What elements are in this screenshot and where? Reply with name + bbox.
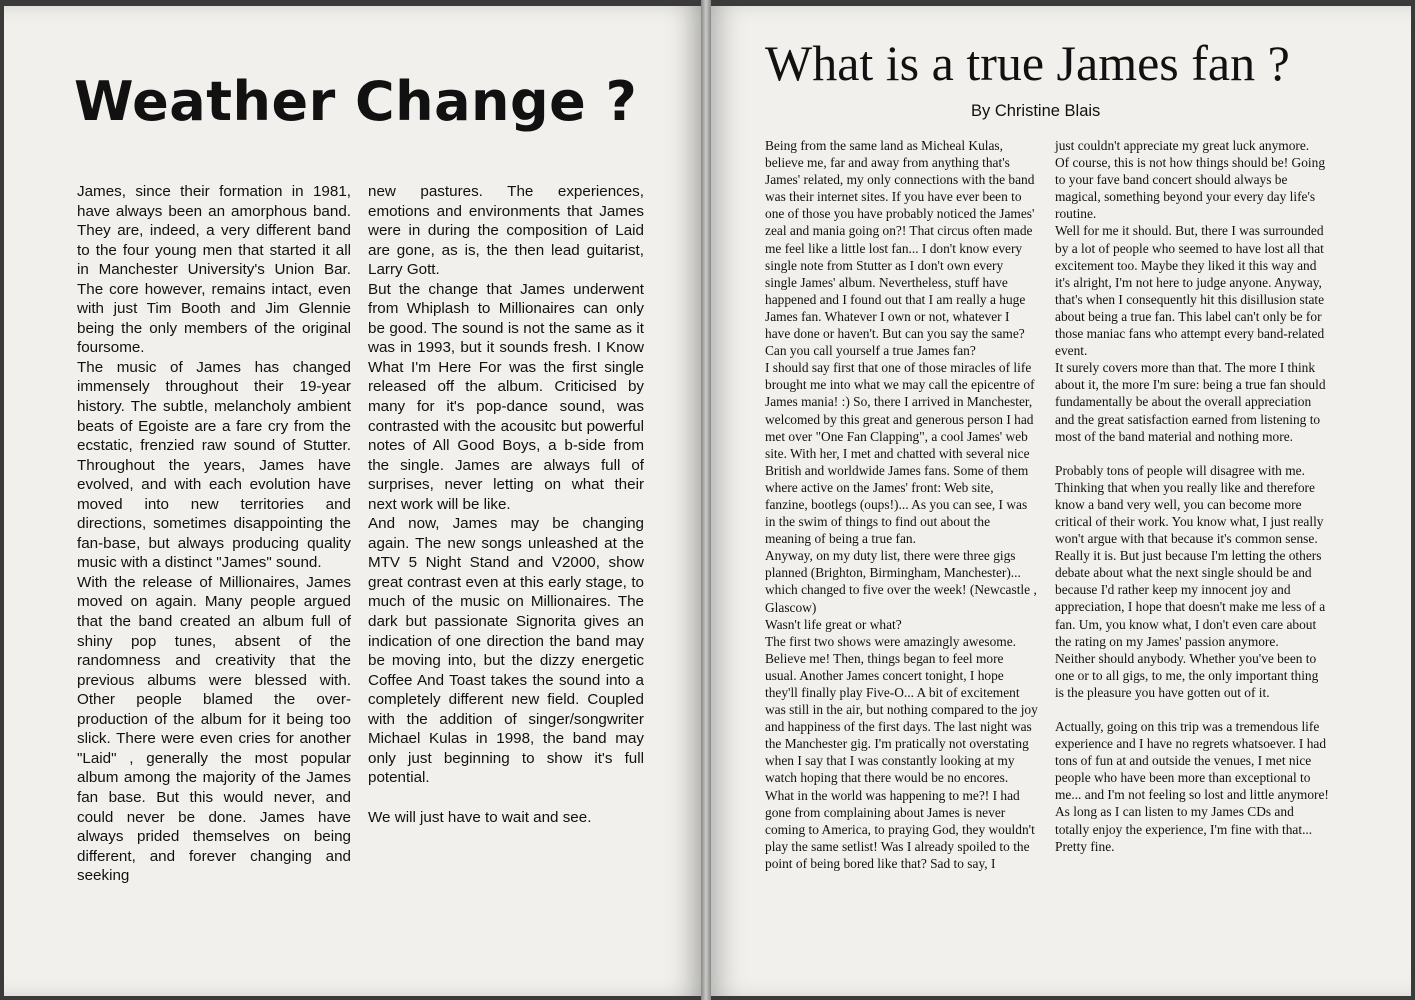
- paragraph: The first two shows were amazingly awesome. Believe me! Then, things began to feel more usual. Another James concert tonight, I hope they'll finally play Five-O... A bit of excitement was still in the air, but nothing compared to the joy and happiness of the first days. The last night was the Manchester gig. I'm pratically not overstating when I say that I was constantly looking at my watch hoping that there would be no encores. What in the world was happening to me?! I had gone from complaining about James is never coming to America, to praying God, they wouldn't play the same setlist! Was I already spoiled to the point of being bored like that? Sad to say, I: [765, 633, 1038, 871]
- binding-spine: [701, 0, 711, 1000]
- paragraph: Of course, this is not how things should be! Going to your fave band concert should always be magical, something beyond your every day life's routine.: [1055, 155, 1326, 222]
- paragraph: I should say first that one of those miracles of life brought me into what we may call the epicentre of James mania! :) So, there I arrived in Manchester, welcomed by this great and generous person I had met over "One Fan Clapping", a cool James' web site. With her, I met and chatted with several nice British and worldwide James fans. Some of them where active on the James' front: Web site, fanzine, bootlegs (oups!)... As you can see, I was in the swim of things to find out about the meaning of being a true fan.: [765, 360, 1035, 547]
- true-james-fan-column-1: [765, 137, 1038, 872]
- paragraph: James, since their formation in 1981, have always been an amorphous band. They are, indeed, a very different band to the four young men that started it all in Manchester University's Union Bar. The core however, remains intact, even with just Tim Booth and Jim Glennie being the only members of the original foursome.: [77, 183, 351, 357]
- paragraph: Being from the same land as Micheal Kulas, believe me, far and away from anything that's James' related, my only connections with the band was their internet sites. If you have ever been to one of those you have probably noticed the James' zeal and mania going on?! That circus often made me feel like a little lost fan... I don't know every single note from Stutter as I don't own every single James' album. Nevertheless, stuff have happened and I found out that I am really a huge James fan. Whatever I own or not, whatever I have done or haven't. But can you say the same? Can you call yourself a true James fan?: [765, 138, 1035, 359]
- paragraph: just couldn't appreciate my great luck anymore.: [1055, 138, 1310, 153]
- paragraph: Neither should anybody. Whether you've been to one or to all gigs, to me, the only important thing is the pleasure you have gotten out of it.: [1055, 650, 1319, 700]
- byline: By Christine Blais: [971, 102, 1101, 120]
- paragraph: Actually, going on this trip was a tremendous life experience and I have no regrets whatsoever. I had tons of fun at and outside the venues, I met nice people who have been more than exceptional to me... and I'm not feeling so lost and little anymore! As long as I can listen to my James CDs and totally enjoy the experience, I'm fine with that... Pretty fine.: [1055, 719, 1329, 854]
- paragraph: Well for me it should. But, there I was surrounded by a lot of people who seemed to have lost all that excitement too. Maybe they liked it this way and it's alright, I'm not here to judge anyone. Anyway, that's when I consequently hit this disillusion state about being a true fan. This label can't only be for those maniac fans who attempt every band-related event.: [1055, 223, 1325, 359]
- true-james-fan-column-2: [1055, 137, 1330, 855]
- true-james-fan-title: What is a true James fan ?: [765, 35, 1290, 91]
- weather-change-column-1: [77, 182, 351, 886]
- paragraph: It surely covers more than that. The more I think about it, the more I'm sure: being a true fan should fundamentally be about the overall appreciation and the great satisfaction earned from listening to most of the band material and nothing more.: [1055, 360, 1326, 444]
- weather-change-title: Weather Change ?: [74, 70, 638, 133]
- paragraph: Wasn't life great or what?: [765, 616, 902, 632]
- paragraph: new pastures. The experiences, emotions and environments that James were in during the composition of Laid are gone, as is, the then lead guitarist, Larry Gott.: [368, 183, 644, 279]
- paragraph: Anyway, on my duty list, there were three gigs planned (Brighton, Birmingham, Manchester)... which changed to five over the week! (Newcastle , Glascow): [765, 548, 1037, 615]
- paragraph: Probably tons of people will disagree with me. Thinking that when you really like and therefore know a band very well, you can become more critical of their work. You know what, I just really won't argue with that because it's common sense. Really it is. But just because I'm letting the others debate about what the next single should be and because I'd rather keep my innocent joy and appreciation, I hope that doesn't make me less of a fan. Um, you know what, I don't even care about the rating on my James' passion anymore.: [1055, 462, 1326, 649]
- paragraph: The music of James has changed immensely throughout their 19-year history. The subtle, melancholy ambient beats of Egoiste are a fare cry from the ecstatic, frenzied raw sound of Stutter. Throughout the years, James have evolved, and with each evolution have moved into new territories and directions, sometimes disappointing the fan-base, but always producing quality music with a distinct "James" sound.: [77, 358, 351, 572]
- paragraph: And now, James may be changing again. The new songs unleashed at the MTV 5 Night Stand and V2000, show great contrast even at this early stage, to much of the music on Millionaires. The dark but passionate Signorita gives an indication of one direction the band may be moving into, but the dizzy energetic Coffee And Toast takes the sound into a completely different new field. Coupled with the addition of singer/songwriter Michael Kulas in 1998, the band may only just beginning to show it's full potential.: [368, 515, 644, 787]
- left-page: [4, 6, 701, 996]
- weather-change-column-2: [368, 182, 644, 828]
- closing-line: We will just have to wait and see.: [368, 808, 592, 826]
- paragraph: But the change that James underwent from Whiplash to Millionaires can only be good. The sound is not the same as it was in 1993, but it sounds fresh. I Know What I'm Here For was the first single released off the album. Criticised by many for it's pop-dance sound, was contrasted with the acousitc but powerful notes of All Good Boys, a b-side from the single. James are always full of surprises, never letting on what their next work will be like.: [368, 280, 644, 513]
- paragraph: With the release of Millionaires, James moved on again. Many people argued that the band created an album full of shiny pop tunes, absent of the randomness and creativity that the previous albums were blessed with. Other people blamed the over-production of the album for it being too slick. There were even cries for another "Laid" , generally the most popular album among the majority of the James fan base. But this would never, and could never be done. James have always prided themselves on being different, and forever changing and seeking: [77, 573, 351, 885]
